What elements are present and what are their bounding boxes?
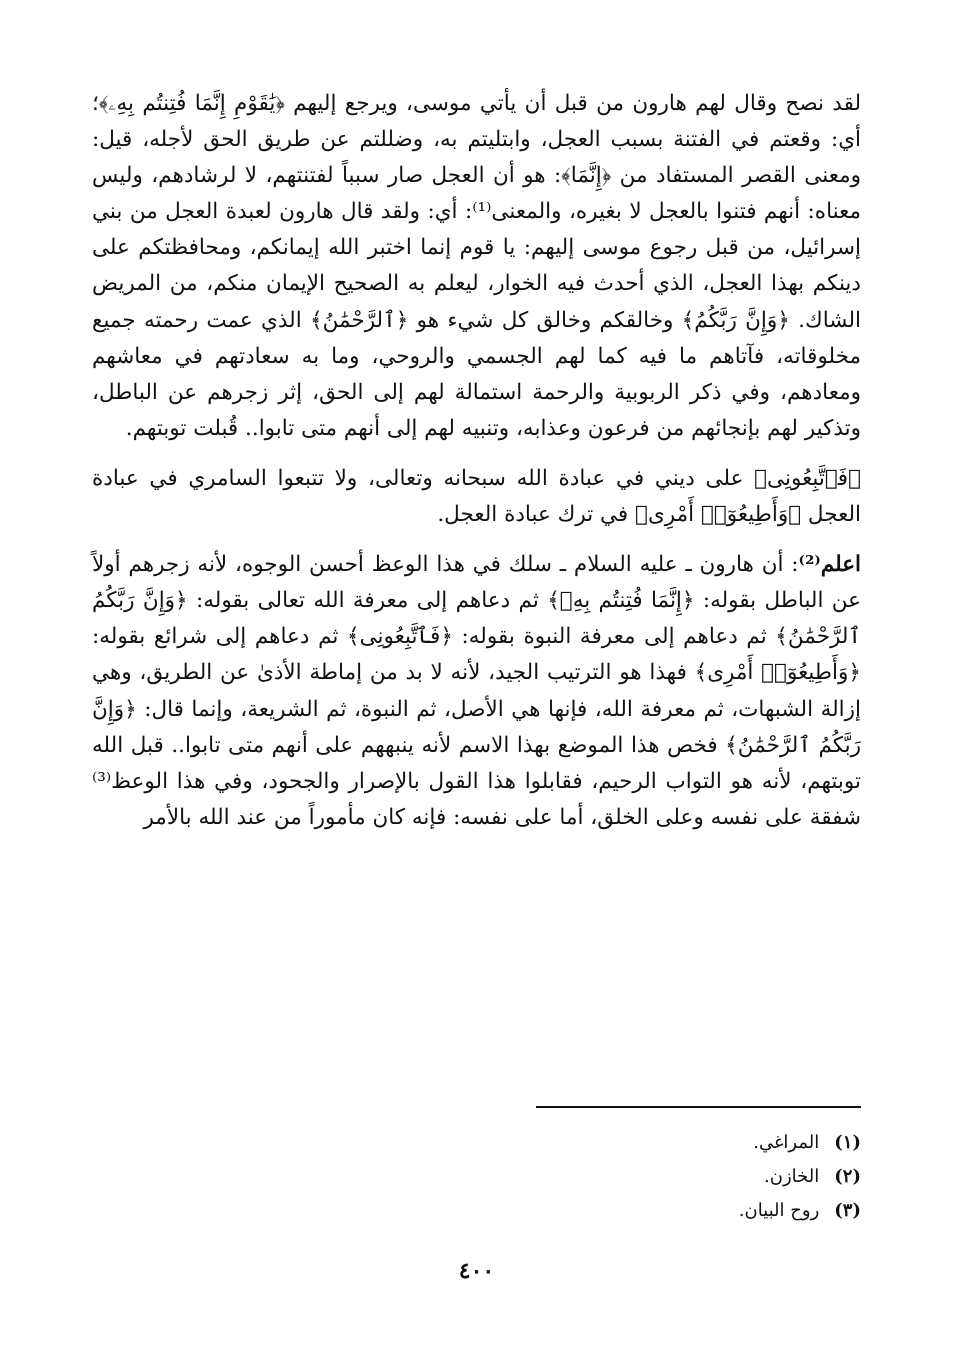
paragraph-2 [92,461,861,533]
paragraph-1 [92,86,861,447]
footnote-divider [536,1106,861,1108]
footnotes [461,1126,861,1228]
paragraph-text: ﴿فَٱتَّبِعُونِى﴾ على ديني في عبادة الله سبحانه وتعالى، ولا تتبعوا السامري في عبادة العجل ﴿وَأَطِيعُوٓا۟ أَمْرِى﴾ في ترك عبادة العجل. [92,465,861,528]
footnote-item [461,1194,861,1228]
footnote-text: المراغي. [753,1132,820,1153]
footnote-text: روح البيان. [738,1200,820,1221]
paragraph-text: : أن هارون ـ عليه السلام ـ سلك في هذا الوعظ أحسن الوجوه، لأنه زجرهم أولاً عن الباطل بقوله: ﴿إِنَّمَا فُتِنتُم بِهِۦ﴾ ثم دعاهم إلى معرفة الله تعالى بقوله: ﴿وَإِنَّ رَبَّكُمُ ٱلرَّحْمَٰنُ﴾ ثم دعاهم إلى معرفة النبوة بقوله: ﴿فَٱتَّبِعُونِى﴾ ثم دعاهم إلى شرائع بقوله: ﴿وَأَطِيعُوٓا۟ أَمْرِى﴾ فهذا هو الترتيب الجيد، لأنه لا بد من إماطة الأذىٰ عن الطريق، وهي إزالة الشبهات، ثم معرفة الله، فإنها هي الأصل، ثم النبوة، ثم الشريعة، وإنما قال: ﴿وَإِنَّ رَبَّكُمُ ٱلرَّحْمَٰنُ﴾ فخص هذا الموضع بهذا الاسم لأنه ينبههم على أنهم متى تابوا.. قبل الله توبتهم، لأنه هو التواب الرحيم، فقابلوا هذا القول بالإصرار والجحود، وفي هذا الوعظ⁽³⁾ شفقة على نفسه وعلى الخلق، أما على نفسه: فإنه كان مأموراً من عند الله بالأمر [92,552,861,830]
footnote-number: (٢) [834,1166,861,1187]
page-number: ٤٠٠ [458,1258,495,1284]
paragraph-3 [92,547,861,836]
footnote-text: الخازن. [764,1166,820,1187]
footnote-number: (١) [834,1132,861,1153]
paragraph-text: لقد نصح وقال لهم هارون من قبل أن يأتي موسى، ويرجع إليهم ﴿يَٰقَوْمِ إِنَّمَا فُتِنتُم بِهِۦ﴾؛ أي: وقعتم في الفتنة بسبب العجل، وابتليتم به، وضللتم عن طريق الحق لأجله، قيل: ومعنى القصر المستفاد من ﴿إِنَّمَا﴾: هو أن العجل صار سبباً لفتنتهم، لا لرشادهم، وليس معناه: أنهم فتنوا بالعجل لا بغيره، والمعنى⁽¹⁾: أي: ولقد قال هارون لعبدة العجل من بني إسرائيل، من قبل رجوع موسى إليهم: يا قوم إنما اختبر الله إيمانكم، ومحافظتكم على دينكم بهذا العجل، الذي أحدث فيه الخوار، ليعلم به الصحيح الإيمان منكم، من المريض الشاك. ﴿وَإِنَّ رَبَّكُمُ﴾ وخالقكم وخالق كل شيء هو ﴿ٱلرَّحْمَٰنُ﴾ الذي عمت رحمته جميع مخلوقاته، فآتاهم ما فيه كما لهم الجسمي والروحي، وما به سعادتهم في معاشهم ومعادهم، وفي ذكر الربوبية والرحمة استمالة لهم إلى الحق، إثر زجرهم عن الباطل، وتذكير لهم بإنجائهم من فرعون وعذابه، وتنبيه لهم إلى أنهم متى تابوا.. قُبلت توبتهم. [92,91,861,441]
footnote-item [461,1126,861,1160]
paragraph-lead: اعلم⁽²⁾ [798,552,861,578]
footnote-number: (٣) [834,1200,861,1221]
footnote-item [461,1160,861,1194]
main-text [92,86,861,850]
